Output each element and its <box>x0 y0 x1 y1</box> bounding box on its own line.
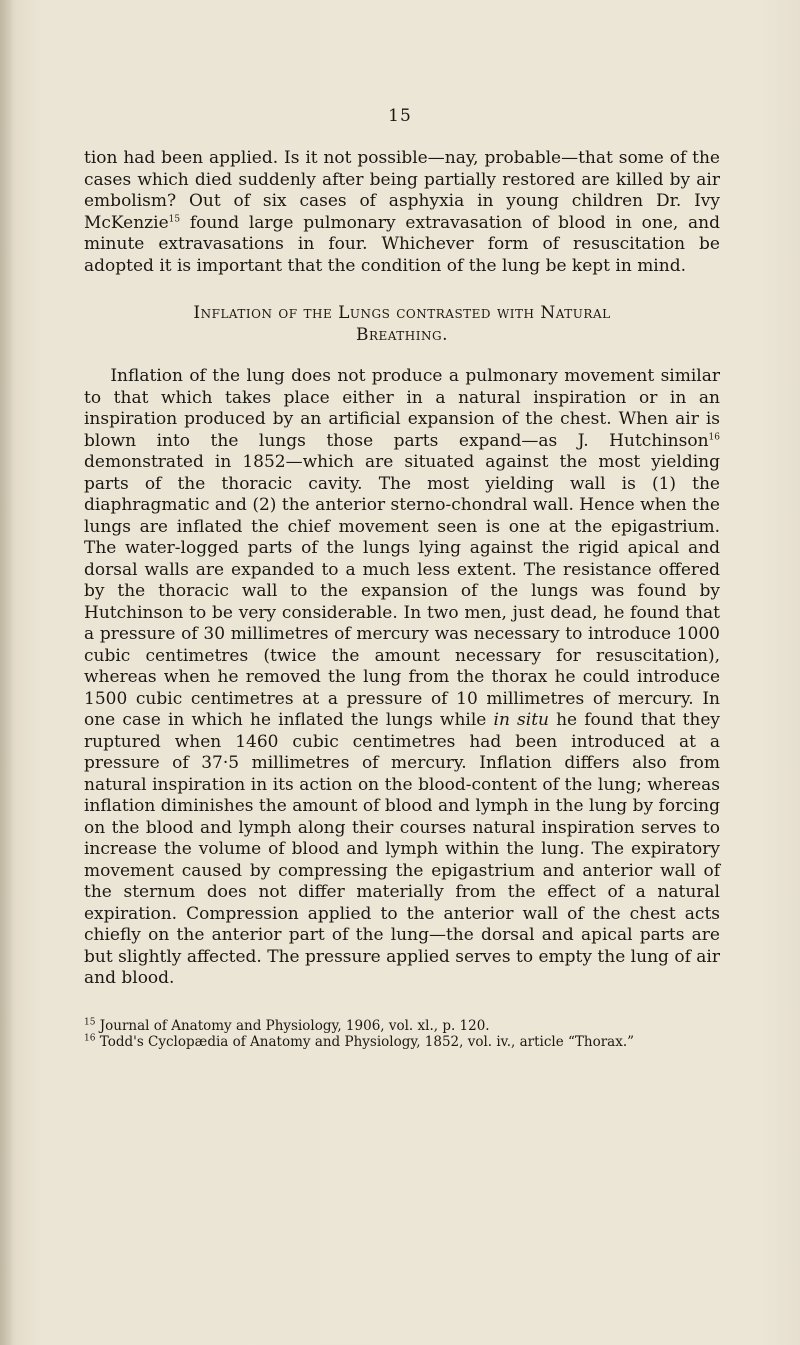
italic-phrase: in situ <box>493 710 549 730</box>
footnote <box>84 1034 720 1050</box>
spine-shadow <box>0 0 14 1345</box>
footnote-reference: 16 <box>708 431 720 442</box>
section-heading-line: Breathing. <box>356 325 448 345</box>
paragraph-text: found large pulmonary extravasation of blood in one, and minute extravasations in four. Whichever form of resuscitation be adopted it is important that the condition of the lung be kept in mind. <box>84 212 720 276</box>
footnote-reference: 15 <box>168 213 181 224</box>
section-heading <box>84 302 720 346</box>
paragraph-text: he found that they ruptured when 1460 cubic centimetres had been introduced at a pressure of 37·5 millimetres of mercury. Inflation differs also from natural inspiration in its action on the blood-content of the lung; whereas inflation diminishes the amount of blood and lymph in the lung by forcing on the blood and lymph along their courses natural inspiration serves to increase the volume of blood and lymph within the lung. The expiratory movement caused by compressing the epigastrium and anterior wall of the sternum does not differ materially from the effect of a natural expiration. Compression applied to the anterior wall of the chest acts chiefly on the anterior part of the lung—the dorsal and apical parts are but slightly affected. The pressure applied serves to empty the lung of air and blood. <box>84 710 721 988</box>
footnote <box>84 1018 720 1034</box>
main-text <box>84 148 720 1050</box>
footnote-marker: 16 <box>84 1033 96 1043</box>
footnote-text: Journal of Anatomy and Physiology, 1906, vol. xl., p. 120. <box>95 1017 490 1034</box>
footnotes <box>84 1018 720 1050</box>
paragraph-inflation <box>84 366 720 990</box>
footnote-marker: 15 <box>84 1017 96 1027</box>
section-heading-line: Inflation of the Lungs contrasted with Natural <box>193 303 611 323</box>
page-number: 15 <box>388 106 412 126</box>
paragraph-text: Inflation of the lung does not produce a pulmonary movement similar to that which takes place either in a natural inspiration or in an inspiration produced by an artificial expansion of the chest. When air is blown into the lungs those parts expand—as J. Hutchinson <box>84 366 720 451</box>
paragraph-continuation <box>84 148 720 277</box>
footnote-text: Todd's Cyclopædia of Anatomy and Physiology, 1852, vol. iv., article “Thorax.” <box>95 1033 635 1050</box>
paragraph-text: tion had been applied. Is it not possible—nay, probable—that some of the cases which died suddenly after being partially restored are killed by air embolism? Out of six cases of asphyxia in young children Dr. Ivy McKenzie <box>84 148 720 233</box>
paragraph-text: demonstrated in 1852—which are situated against the most yielding parts of the thoracic cavity. The most yielding wall is (1) the diaphragmatic and (2) the anterior sterno-chondral wall. Hence when the lungs are inflated the chief movement seen is one at the epigastrium. The water-logged parts of the lungs lying against the rigid apical and dorsal walls are expanded to a much less extent. The resistance offered by the thoracic wall to the expansion of the lungs was found by Hutchinson to be very considerable. In two men, just dead, he found that a pressure of 30 millimetres of mercury was necessary to introduce 1000 cubic centimetres (twice the amount necessary for resuscitation), whereas when he removed the lung from the thorax he could introduce 1500 cubic centimetres at a pressure of 10 millimetres of mercury. In one case in which he inflated the lungs while <box>84 452 720 730</box>
